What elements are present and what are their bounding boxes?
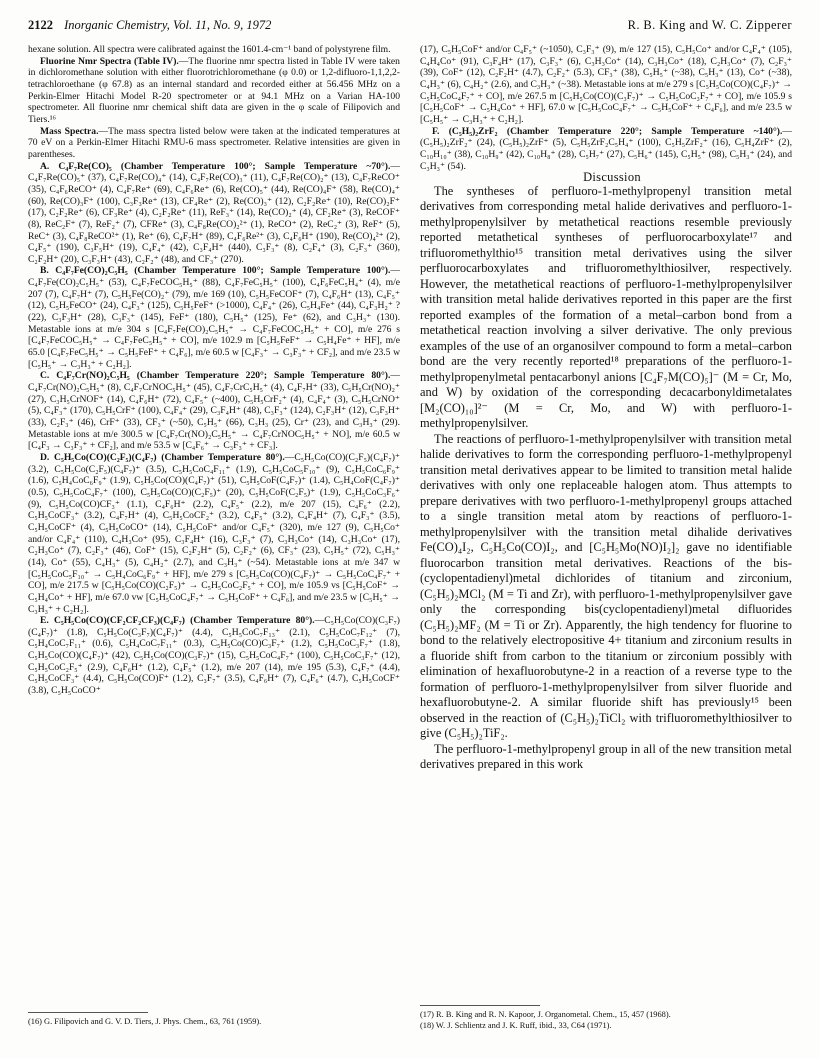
section-f-heading: F. (C₅H₅)₂ZrF₂ (Chamber Temperature 220°; Sample Temperature ~140°). xyxy=(432,125,783,137)
section-e-paragraph xyxy=(28,615,400,697)
section-c-body: —C₄F₇Cr(NO)₂C₅H₅⁺ (8), C₄F₇CrNOC₅H₅⁺ (45), C₄F₇CrC₅H₅⁺ (4), C₄F₇H⁺ (33), C₅H₅Cr(NO)₂⁺ (27), C₃H₅CrNOF⁺ (14), C₄F₆H⁺ (72), C₄F₅⁺ (~400), C₅H₅CrF₂⁺ (4), C₄F₄⁺ (3), C₅H₅CrNO⁺ (5), C₄F₃⁺ (170), C₅H₅CrF⁺ (100), C₄F₄⁺ (29), C₃F₄H⁺ (48), C₃F₃⁺ (124), C₂F₃H⁺ (12), C₃F₃H⁺ (33), C₂F₃⁺ (46), CrF⁺ (33), CF₃⁺ (~50), C₅H₅⁺ (66), C₃H₃ (25), Cr⁺ (23), and C₃H₃⁺ (29). Metastable ions at m/e 300.5 w [C₄F₇Cr(NO)₂C₅H₅⁺ → C₄F₇CrNOC₅H₅⁺ + NO], m/e 60.5 w [C₄F₃ → C₃F₃⁺ + CF₂], and m/e 53.5 w [C₄F₆⁺ → C₃F₃⁺ + CF₃]. xyxy=(28,370,400,452)
footnotes-left xyxy=(28,1012,400,1028)
discussion-paragraph-2: The reactions of perfluoro-1-methylpropenylsilver with transition metal halide derivatives to form the corresponding perfluoro-1-methylpropenyl transition metal derivatives appear to be limited to transition metal halide derivatives with only one replaceable halogen atom. Thus attempts to prepare derivatives with two perfluoro-1-methylpropenyl groups attached to a single transition metal atom by reactions of perfluoro-1-methylpropenylsilver with the transition metal dihalide derivatives Fe(CO)₄I₂, C₅H₅Co(CO)I₂, and [C₅H₅Mo(NO)I₂]₂ gave no identifiable fluorocarbon transition metal derivatives. Reactions of the bis-(cyclopentadienyl)metal dichlorides of titanium and zirconium, (C₅H₅)₂MCl₂ (M = Ti and Zr), with perfluoro-1-methylpropenylsilver gave only the corresponding bis(cyclopentadienyl)metal difluorides (C₅H₅)₂MF₂ (M = Ti or Zr). Apparently, the high tendency for fluorine to bond to the relatively electropositive 4+ titanium and zirconium results in a fluoride shift from carbon to the titanium or zirconium possibly with elimination of hexafluorobutyne-2 in a reaction of a reverse type to the formation of perfluoro-1-methylpropenylsilver from silver fluoride and hexafluorobutyne-2. A similar fluoride shift has previously¹⁵ been observed in the reaction of (C₅H₅)₂TiCl₂ with trifluoromethylthiosilver to give (C₅H₅)₂TiF₂. xyxy=(420,431,792,741)
section-d-body: —C₅H₅Co(CO)(C₂F₅)(C₄F₇)⁺ (3.2), C₅H₅Co(C₂F₅)(C₄F₇)⁺ (3.5), C₅H₅CoC₄F₁₁⁺ (1.9), C₅H₅CoC₅F₁₀⁺ (9), C₅H₅CoC₆F₉⁺ (1.6), C₅H₄CoC₆F₉⁺ (1.9), C₅H₅Co(CO)(C₄F₇)⁺ (51), C₅H₅CoF(C₄F₇)⁺ (1.4), C₅H₄CoF(C₄F₇)⁺ (0.5), C₅H₅CoC₄F₇⁺ (100), C₅H₅Co(CO)(C₂F₅)⁺ (20), C₅H₅CoF(C₂F₅)⁺ (1.9), C₅H₅CoC₃F₆⁺ (9), C₅H₅Co(CO)CF₃⁺ (1.1), C₄F₆H⁺ (2.2), C₄F₅⁺ (2.2), m/e 207 (15), C₄F₆⁺ (2.2), C₅H₅CoCF₃⁺ (3.2), C₄F₇H⁺ (4), C₅H₅CoCF₂⁺ (3.2), C₄F₅⁺ (3.2), C₄F₄H⁺ (7), C₄F₃⁺ (3.5), C₅H₅CoCF⁺ (4), C₅H₅CoCO⁺ (14), C₅H₅CoF⁺ and/or C₄F₅⁺ (320), m/e 127 (9), C₅H₅Co⁺ and/or C₄F₄⁺ (110), C₄H₃Co⁺ (95), C₃F₄H⁺ (16), C₃F₃⁺ (7), C₃H₃Co⁺ (14), C₃H₃Co⁺ (17), C₂H₃Co⁺ (7), C₂F₃⁺ (46), CoF⁺ (15), C₂F₂H⁺ (5), C₂F₂⁺ (6), CF₃⁺ (23), C₅H₅⁺ (72), C₅H₃⁺ (14), Co⁺ (55), C₄H₃⁺ (5), C₄H₂⁺ (2.7), and C₃H₃⁺ (~54). Metastable ions at m/e 347 w [C₅H₅CoC₅F₁₀⁺ → C₅H₄CoC₆F₉⁺ + HF], m/e 279 s [C₅H₅Co(CO)(C₄F₇)⁺ → C₅H₅CoC₄F₇⁺ + CO], m/e 217.5 w [C₅H₅Co(CO)(C₂F₅)⁺ → C₅H₅CoC₂F₅⁺ + CO], m/e 105.9 vs [C₅H₅CoF⁺ → C₅H₄Co⁺ + HF], m/e 67.0 vw [C₅H₅CoC₄F₇⁺ → C₅H₅CoF⁺ + C₄F₆], and m/e 23.5 w [C₅H₅⁺ → C₃H₃⁺ + C₂H₂]. xyxy=(28,451,400,615)
section-a-body: —C₄F₇Re(CO)₅⁺ (37), C₄F₇Re(CO)₄⁺ (14), C₄F₇Re(CO)₃⁺ (11), C₄F₇Re(CO)₂⁺ (13), C₄F₇ReCO⁺ (35), C₄F₆ReCO⁺ (4), C₄F₇Re⁺ (69), C₄F₆Re⁺ (6), Re(CO)₅⁺ (44), Re(CO)₄F⁺ (58), Re(CO)₄⁺ (60), Re(CO)₃F⁺ (100), C₃F₃Re⁺ (13), CF₄Re⁺ (2), Re(CO)₃⁺ (12), C₂F₂Re⁺ (10), Re(CO)₂F⁺ (17), C₂F₂Re⁺ (6), CF₃Re⁺ (4), C₂F₂Re⁺ (11), ReF₃⁺ (14), Re(CO)₂⁺ (4), CF₂Re⁺ (3), ReCOF⁺ (8), ReC₂F⁺ (7), ReF₂⁺ (7), CFRe⁺ (3), C₄F₈Re(CO)₂²⁺ (1), ReCO⁺ (2), ReC₂⁺ (3), ReF⁺ (5), ReC⁺ (3), C₄F₈ReCO²⁺ (1), Re⁺ (6), C₄F₇H⁺ (89), C₄F₆Re²⁺ (3), C₄F₆H⁺ (190), Re(CO)₄²⁺ (2), C₄F₅⁺ (190), C₃F₅H⁺ (19), C₄F₄⁺ (42), C₃F₄H⁺ (440), C₃F₃⁺ (8), C₂F₄⁺ (3), C₂F₃⁺ (360), C₂F₂H⁺ (20), C₃F₃H⁺ (43), C₂F₂⁺ (48), and CF₃⁺ (270). xyxy=(28,160,400,265)
footnote-rule-right xyxy=(420,1005,540,1006)
footnote-16: (16) G. Filipovich and G. V. D. Tiers, J. Phys. Chem., 63, 761 (1959). xyxy=(28,1017,262,1026)
section-f-paragraph xyxy=(420,126,792,173)
footnote-rule-left xyxy=(28,1012,148,1013)
section-e-heading: E. C₅H₅Co(CO)(CF₂CF₂CF₃)(C₄F₇) (Chamber Temperature 80°). xyxy=(40,615,315,627)
discussion-heading: Discussion xyxy=(583,170,641,185)
section-e-body: —C₅H₅Co(CO)(C₃F₇)(C₄F₇)⁺ (1.8), C₅H₅Co(C₃F₇)(C₄F₇)⁺ (4.4), C₅H₅CoC₇F₁₃⁺ (2.1), C₅H₅CoC₇F₁₂⁺ (7), C₅H₄CoC₇F₁₁⁺ (0.6), C₅H₄CoC₇F₁₁⁺ (0.3), C₅H₅Co(CO)C₃F₇⁺ (1.2), C₅H₅CoC₃F₇⁺ (1.8), C₅H₅Co(CO)(C₄F₇)⁺ (42), C₅H₅Co(CO)(C₃F₇)⁺ (15), C₅H₅CoC₄F₇⁺ (100), C₅H₅CoC₃F₇⁺ (12), C₅H₅CoC₂F₅⁺ (2.9), C₄F₆H⁺ (1.2), C₄F₅⁺ (1.2), m/e 207 (14), m/e 195 (5.3), C₄F₇⁺ (4.4), C₅H₅CoCF₃⁺ (4.4), C₅H₅Co(CO)F⁺ (1.2), C₃F₇⁺ (3.5), C₄F₆H⁺ (7), C₄F₆⁺ (4.7), C₅H₅CoCF⁺ (3.8), C₅H₅CoCO⁺ xyxy=(28,615,400,697)
right-column xyxy=(420,44,792,773)
section-c-paragraph xyxy=(28,370,400,452)
fluorine-nmr-heading: Fluorine Nmr Spectra (Table IV). xyxy=(40,55,179,67)
section-c-heading: C. C₄F₇Cr(NO)₂C₅H₅ (Chamber Temperature 220°; Sample Temperature 80°). xyxy=(40,370,391,382)
footnotes-right xyxy=(420,1005,792,1031)
section-b-heading: B. C₄F₇Fe(CO)₂C₅H₅ (Chamber Temperature 100°; Sample Temperature 100°). xyxy=(40,265,391,277)
journal-citation: Inorganic Chemistry, Vol. 11, No. 9, 1972 xyxy=(64,18,272,32)
mass-spectra-heading: Mass Spectra. xyxy=(40,125,99,137)
footnote-18: (18) W. J. Schlientz and J. K. Ruff, ibid., 33, C64 (1971). xyxy=(420,1020,612,1030)
section-f-body: —(C₅H₅)₂ZrF₂⁺ (24), (C₅H₅)₂ZrF⁺ (5), C₅H₅ZrF₂C₅H₄⁺ (100), C₅H₅ZrF₂⁺ (16), C₅H₄ZrF⁺ (2), C₁₀H₁₀⁺ (38), C₁₀H₉⁺ (42), C₁₀H₈⁺ (28), C₅H₇⁺ (27), C₅H₆⁺ (145), C₅H₅⁺ (98), C₅H₃⁺ (24), and C₃H₃⁺ (54). xyxy=(420,125,792,172)
intro-paragraph: hexane solution. All spectra were calibrated against the 1601.4-cm⁻¹ band of polystyrene film. xyxy=(28,44,391,55)
section-d-paragraph xyxy=(28,452,400,615)
section-e-continued: (17), C₅H₅CoF⁺ and/or C₄F₅⁺ (~1050), C₃F₃⁺ (9), m/e 127 (15), C₅H₅Co⁺ and/or C₄F₄⁺ (105), C₄H₄Co⁺ (91), C₃F₄H⁺ (17), C₃F₃⁺ (6), C₃H₃Co⁺ (14), C₃H₃Co⁺ (18), C₂H₃Co⁺ (7), C₂F₃⁺ (39), CoF⁺ (12), C₂F₂H⁺ (4.7), C₂F₂⁺ (5.3), CF₃⁺ (38), C₅H₅⁺ (~38), C₅H₃⁺ (13), Co⁺ (~38), C₄H₃⁺ (6), C₄H₂⁺ (2.6), and C₃H₃⁺ (~38). Metastable ions at m/e 279 s [C₅H₅Co(CO)(C₄F₇)⁺ → C₅H₅CoC₄F₇⁺ + CO], m/e 267.5 m [C₅H₅Co(CO)(C₃F₇)⁺ → C₅H₅CoC₃F₇⁺ + CO], m/e 105.9 s [C₅H₅CoF⁺ → C₅H₄Co⁺ + HF], 67.0 w [C₅H₅CoC₄F₇⁺ → C₅H₅CoF⁺ + C₄F₆], and m/e 23.5 w [C₅H₅⁺ → C₃H₃⁺ + C₂H₂]. xyxy=(420,44,792,125)
section-a-heading: A. C₄F₇Re(CO)₅ (Chamber Temperature 100°; Sample Temperature ~70°). xyxy=(40,160,391,172)
page-header xyxy=(28,18,792,38)
section-a-paragraph xyxy=(28,161,400,266)
footnote-17: (17) R. B. King and R. N. Kapoor, J. Organometal. Chem., 15, 457 (1968). xyxy=(420,1010,671,1019)
running-head-authors: R. B. King and W. C. Zipperer xyxy=(627,18,792,32)
section-b-body: —C₄F₇Fe(CO)₂C₅H₅⁺ (53), C₄F₇FeCOC₅H₅⁺ (88), C₄F₇FeC₅H₅⁺ (100), C₄F₆FeC₅H₄⁺ (4), m/e 207 (7), C₄F₇H⁺ (7), C₅H₅Fe(CO)₂⁺ (79), m/e 169 (10), C₅H₅FeCOF⁺ (7), C₄F₆H⁺ (13), C₄F₅⁺ (12), C₅H₅FeCO⁺ (24), C₄F₃⁺ (125), C₅H₅FeF⁺ (>1000), C₄F₄⁺ (26), C₅H₄Fe⁺ (44), C₄F₃H₂⁺ ? (22), C₃F₃H⁺ (28), C₃F₃⁺ (145), FeF⁺ (180), C₅H₅⁺ (125), Fe⁺ (62), and C₃H₃⁺ (130). Metastable ions at m/e 304 s [C₄F₇Fe(CO)₂C₅H₅⁺ → C₄F₇FeCOC₅H₅⁺ + CO], m/e 276 s [C₄F₇FeCOC₅H₅⁺ → C₄F₇FeC₅H₅⁺ + CO], m/e 102.9 m [C₅H₅FeF⁺ → C₅H₄Fe⁺ + HF], m/e 65.0 [C₄F₇FeC₅H₅⁺ → C₅H₅FeF⁺ + C₄F₆], m/e 60.5 w [C₄F₃⁺ → C₃F₃⁺ + CF₂], and m/e 23.5 w [C₅H₅⁺ → C₃H₃⁺ + C₂H₂]. xyxy=(28,265,400,370)
mass-spectra-body: —The mass spectra listed below were taken at the indicated temperatures at 70 eV on a Perkin-Elmer Hitachi RMU-6 mass spectrometer. Relative intensities are given in parentheses. xyxy=(28,125,400,160)
page-number: 2122 xyxy=(28,18,53,32)
discussion-body xyxy=(420,184,792,773)
fluorine-nmr-body: —The fluorine nmr spectra listed in Table IV were taken in dichloromethane solution with either fluorotrichloromethane (φ 0.0) or 1,2-difluoro-1,1,2,2-tetrachloroethane (φ 67.8) as an internal standard and recorded either at 56.456 MHz on a Perkin-Elmer Hitachi Model R-20 spectrometer or at 94.1 MHz on a Varian HA-100 spectrometer. All fluorine nmr chemical shift data are given in the φ scale of Filipovich and Tiers.¹⁶ xyxy=(28,55,400,125)
discussion-paragraph-3: The perfluoro-1-methylpropenyl group in all of the new transition metal derivatives prepared in this work xyxy=(420,741,792,772)
fluorine-nmr-paragraph xyxy=(28,56,400,126)
section-d-heading: D. C₅H₅Co(CO)(C₂F₅)(C₄F₇) (Chamber Temperature 80°). xyxy=(40,451,285,463)
discussion-paragraph-1: The syntheses of perfluoro-1-methylpropenyl transition metal derivatives from corresponding metal halide derivatives and perfluoro-1-methylpropenylsilver by metathetical reactions resemble previously reported metathetical syntheses of perfluorocarboxylate¹⁷ and trifluoromethylthio¹⁵ transition metal derivatives using the silver perfluorocarboxylates and trifluoromethylthiosilver, respectively. However, the metathetical reactions of perfluoro-1-methylpropenylsilver with transition metal halide derivatives reported in this paper are the first reported examples of the formation of a metal–carbon bond from a metathetical reaction involving a silver derivative. The only previous examples of the use of an organosilver compound to form a metal–carbon bond are the very recently reported¹⁸ preparations of the perfluoro-1-methylpropenylmetal pentacarbonyl anions [C₄F₇M(CO)₅]⁻ (M = Cr, Mo, and W) by oxidation of the corresponding decacarbonyldimetalates [M₂(CO)₁₀]²⁻ (M = Cr, Mo, and W) with perfluoro-1-methylpropenylsilver. xyxy=(420,183,792,431)
left-column xyxy=(28,44,400,697)
mass-spectra-paragraph xyxy=(28,126,400,161)
section-b-paragraph xyxy=(28,265,400,370)
running-head-left xyxy=(28,18,271,33)
